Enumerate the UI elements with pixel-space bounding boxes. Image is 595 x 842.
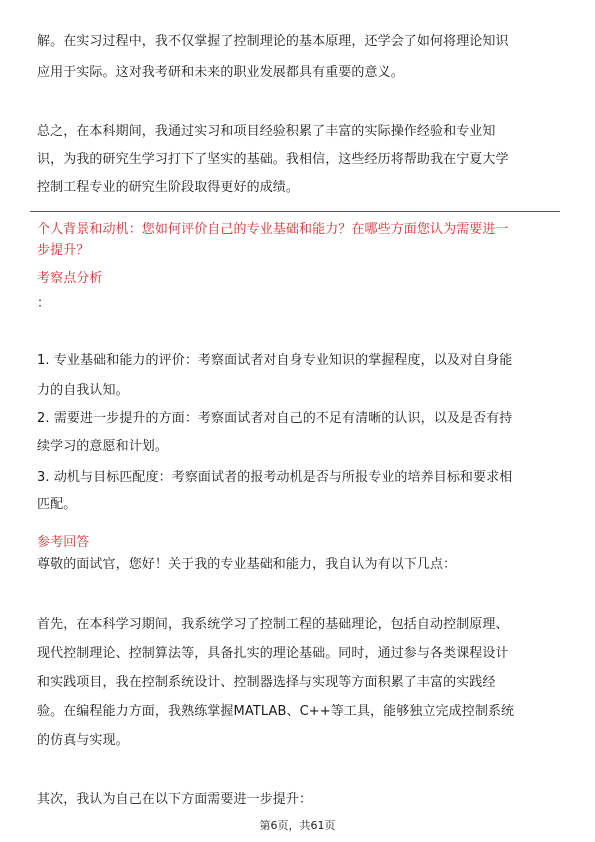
- analysis-point-3-line-1: 3. 动机与目标匹配度：考察面试者的报考动机是否与所报专业的培养目标和要求相: [37, 470, 513, 485]
- answer-greeting: 尊敬的面试官，您好！关于我的专业基础和能力，我自认为有以下几点：: [37, 557, 457, 572]
- answer-first-line-4: 验。在编程能力方面，我熟练掌握MATLAB、C++等工具，能够独立完成控制系统: [37, 704, 515, 719]
- analysis-point-2-line-2: 续学习的意愿和计划。: [37, 439, 169, 454]
- analysis-point-1-line-1: 1. 专业基础和能力的评价：考察面试者对自身专业知识的掌握程度，以及对自身能: [37, 353, 513, 368]
- analysis-heading: 考察点分析: [37, 271, 103, 286]
- answer-first-line-3: 和实践项目，我在控制系统设计、控制器选择与实现等方面积累了丰富的实践经: [37, 675, 496, 690]
- intro-paragraph-1-line-1: 解。在实习过程中，我不仅掌握了控制理论的基本原理，还学会了如何将理论知识: [37, 34, 509, 49]
- analysis-point-3-line-2: 匹配。: [37, 497, 77, 512]
- intro-paragraph-2-line-3: 控制工程专业的研究生阶段取得更好的成绩。: [37, 180, 300, 195]
- answer-first-line-1: 首先，在本科学习期间，我系统学习了控制工程的基础理论，包括自动控制原理、: [37, 617, 509, 632]
- section-divider: [30, 211, 560, 212]
- question-line-1: 个人背景和动机：您如何评价自己的专业基础和能力？在哪些方面您认为需要进一: [37, 222, 509, 237]
- answer-second: 其次，我认为自己在以下方面需要进一步提升：: [37, 792, 313, 807]
- analysis-colon: ：: [37, 296, 51, 311]
- answer-first-line-2: 现代控制理论、控制算法等，具备扎实的理论基础。同时，通过参与各类课程设计: [37, 646, 509, 661]
- intro-paragraph-2-line-1: 总之，在本科期间，我通过实习和项目经验积累了丰富的实际操作经验和专业知: [37, 124, 496, 139]
- question-line-2: 步提升？: [37, 243, 90, 258]
- answer-first-line-5: 的仿真与实现。: [37, 733, 129, 748]
- analysis-point-2-line-1: 2. 需要进一步提升的方面：考察面试者对自己的不足有清晰的认识，以及是否有持: [37, 411, 513, 426]
- answer-heading: 参考回答: [37, 535, 90, 550]
- analysis-point-1-line-2: 力的自我认知。: [37, 383, 129, 398]
- intro-paragraph-2-line-2: 识，为我的研究生学习打下了坚实的基础。我相信，这些经历将帮助我在宁夏大学: [37, 152, 509, 167]
- page-number-footer: 第6页，共61页: [259, 819, 336, 832]
- intro-paragraph-1-line-2: 应用于实际。这对我考研和未来的职业发展都具有重要的意义。: [37, 65, 404, 80]
